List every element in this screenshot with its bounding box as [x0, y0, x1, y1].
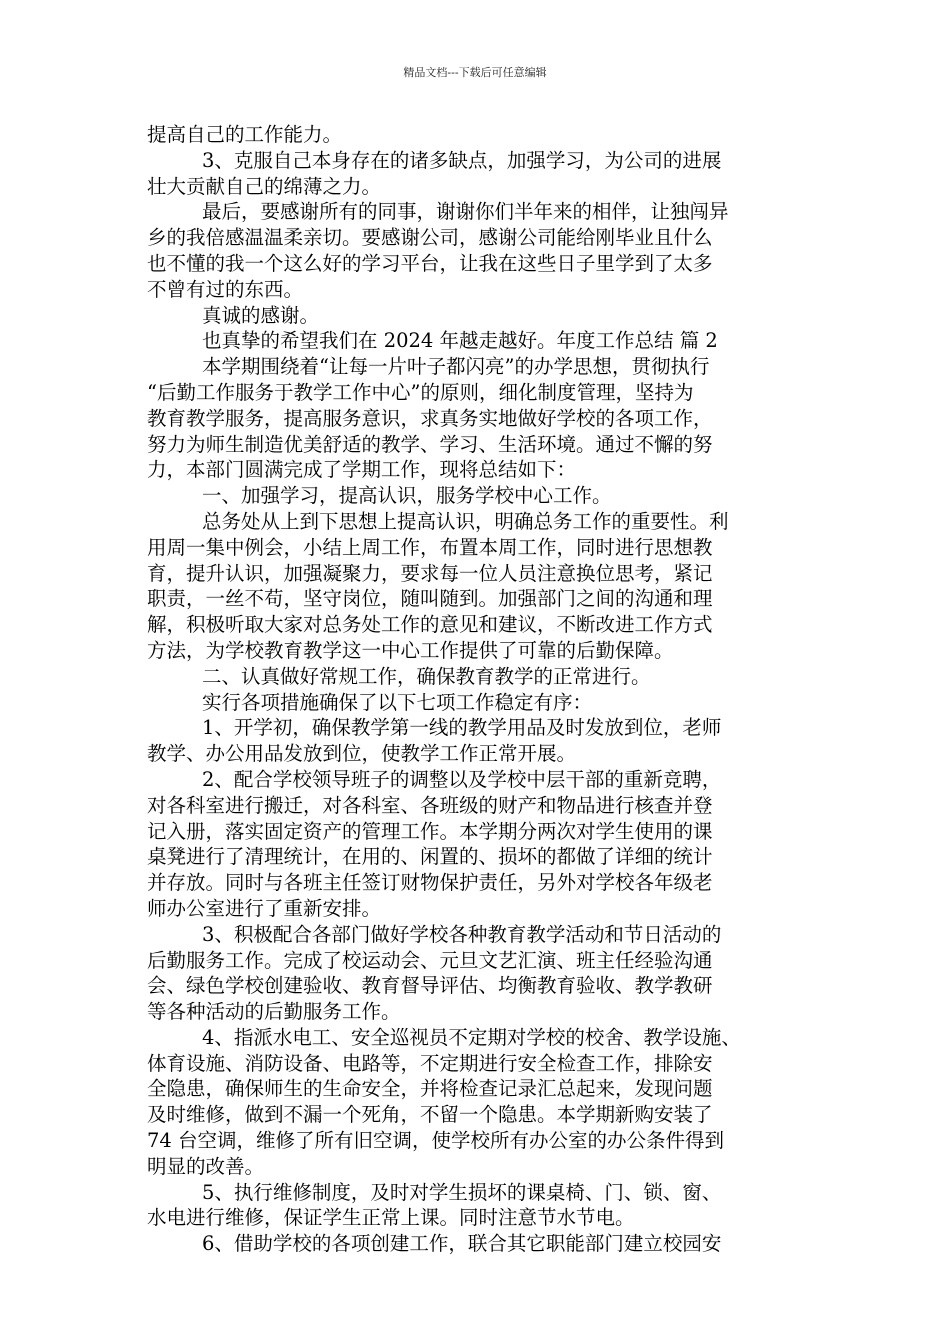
text-line: 2、配合学校领导班子的调整以及学校中层干部的重新竞聘， — [202, 767, 722, 791]
text-line: 不曾有过的东西。 — [147, 277, 304, 301]
document-body — [147, 122, 807, 1257]
text-line: 74 台空调，维修了所有旧空调，使学校所有办公室的办公条件得到 — [147, 1129, 725, 1153]
text-line: 用周一集中例会，小结上周工作，布置本周工作，同时进行思想教 — [147, 535, 713, 559]
text-line: 最后，要感谢所有的同事，谢谢你们半年来的相伴，让独闯异 — [202, 200, 729, 224]
text-line: 6、借助学校的各项创建工作，联合其它职能部门建立校园安 — [202, 1232, 722, 1256]
text-line: 二、认真做好常规工作，确保教育教学的正常进行。 — [202, 664, 651, 688]
text-line: 提高自己的工作能力。 — [147, 123, 343, 146]
text-line: 努力为师生制造优美舒适的教学、学习、生活环境。通过不懈的努 — [147, 432, 713, 456]
text-line: 一、加强学习，提高认识，服务学校中心工作。 — [202, 484, 612, 508]
text-line: 职责，一丝不苟，坚守岗位，随叫随到。加强部门之间的沟通和理 — [147, 587, 713, 611]
text-line: 后勤服务工作。完成了校运动会、元旦文艺汇演、班主任经验沟通 — [147, 948, 713, 972]
text-line: 会、绿色学校创建验收、教育督导评估、均衡教育验收、教学教研 — [147, 974, 713, 998]
text-line: 等各种活动的后勤服务工作。 — [147, 1000, 401, 1024]
page-header: 精品文档---下载后可任意编辑 — [403, 66, 547, 79]
text-line: 1、开学初，确保教学第一线的教学用品及时发放到位，老师 — [202, 716, 722, 740]
text-line: 全隐患，确保师生的生命安全，并将检查记录汇总起来，发现问题 — [147, 1077, 713, 1101]
text-line: 实行各项措施确保了以下七项工作稳定有序： — [202, 690, 593, 714]
text-line: 及时维修，做到不漏一个死角，不留一个隐患。本学期新购安装了 — [147, 1103, 713, 1127]
text-line: 方法，为学校教育教学这一中心工作提供了可靠的后勤保障。 — [147, 638, 674, 662]
text-line: 也真挚的希望我们在 2024 年越走越好。年度工作总结 篇 2 — [202, 329, 718, 353]
text-line: 并存放。同时与各班主任签订财物保护责任，另外对学校各年级老 — [147, 871, 713, 895]
text-line: 壮大贡献自己的绵薄之力。 — [147, 174, 382, 198]
text-line: 5、执行维修制度，及时对学生损坏的课桌椅、门、锁、窗、 — [202, 1180, 722, 1204]
text-line: 教学、办公用品发放到位，使教学工作正常开展。 — [147, 742, 577, 766]
text-line: 总务处从上到下思想上提高认识，明确总务工作的重要性。利 — [202, 509, 729, 533]
text-line: 师办公室进行了重新安排。 — [147, 896, 382, 920]
text-line: 4、指派水电工、安全巡视员不定期对学校的校舍、教学设施、 — [202, 1025, 741, 1049]
text-line: 水电进行维修，保证学生正常上课。同时注意节水节电。 — [147, 1206, 635, 1230]
text-line: 对各科室进行搬迁，对各科室、各班级的财产和物品进行核查并登 — [147, 793, 713, 817]
text-line: 育，提升认识，加强凝聚力，要求每一位人员注意换位思考，紧记 — [147, 561, 713, 585]
text-line: 解，积极听取大家对总务处工作的意见和建议，不断改进工作方式 — [147, 613, 713, 637]
text-line: 力，本部门圆满完成了学期工作，现将总结如下： — [147, 458, 577, 482]
text-line: 桌凳进行了清理统计，在用的、闲置的、损坏的都做了详细的统计 — [147, 845, 713, 869]
text-line: 3、克服自己本身存在的诸多缺点，加强学习，为公司的进展 — [202, 148, 722, 172]
text-line: 体育设施、消防设备、电路等，不定期进行安全检查工作，排除安 — [147, 1051, 713, 1075]
text-line: 3、积极配合各部门做好学校各种教育教学活动和节日活动的 — [202, 922, 722, 946]
text-line: 明显的改善。 — [147, 1154, 265, 1178]
text-line: 记入册，落实固定资产的管理工作。本学期分两次对学生使用的课 — [147, 819, 713, 843]
text-line: “后勤工作服务于教学工作中心”的原则，细化制度管理，坚持为 — [147, 380, 694, 404]
text-line: 乡的我倍感温温柔亲切。要感谢公司，感谢公司能给刚毕业且什么 — [147, 226, 713, 250]
text-line: 本学期围绕着“让每一片叶子都闪亮”的办学思想，贯彻执行 — [202, 355, 710, 379]
text-line: 真诚的感谢。 — [202, 303, 320, 327]
text-line: 也不懂的我一个这么好的学习平台，让我在这些日子里学到了太多 — [147, 251, 713, 275]
text-line: 教育教学服务，提高服务意识，求真务实地做好学校的各项工作， — [147, 406, 713, 430]
